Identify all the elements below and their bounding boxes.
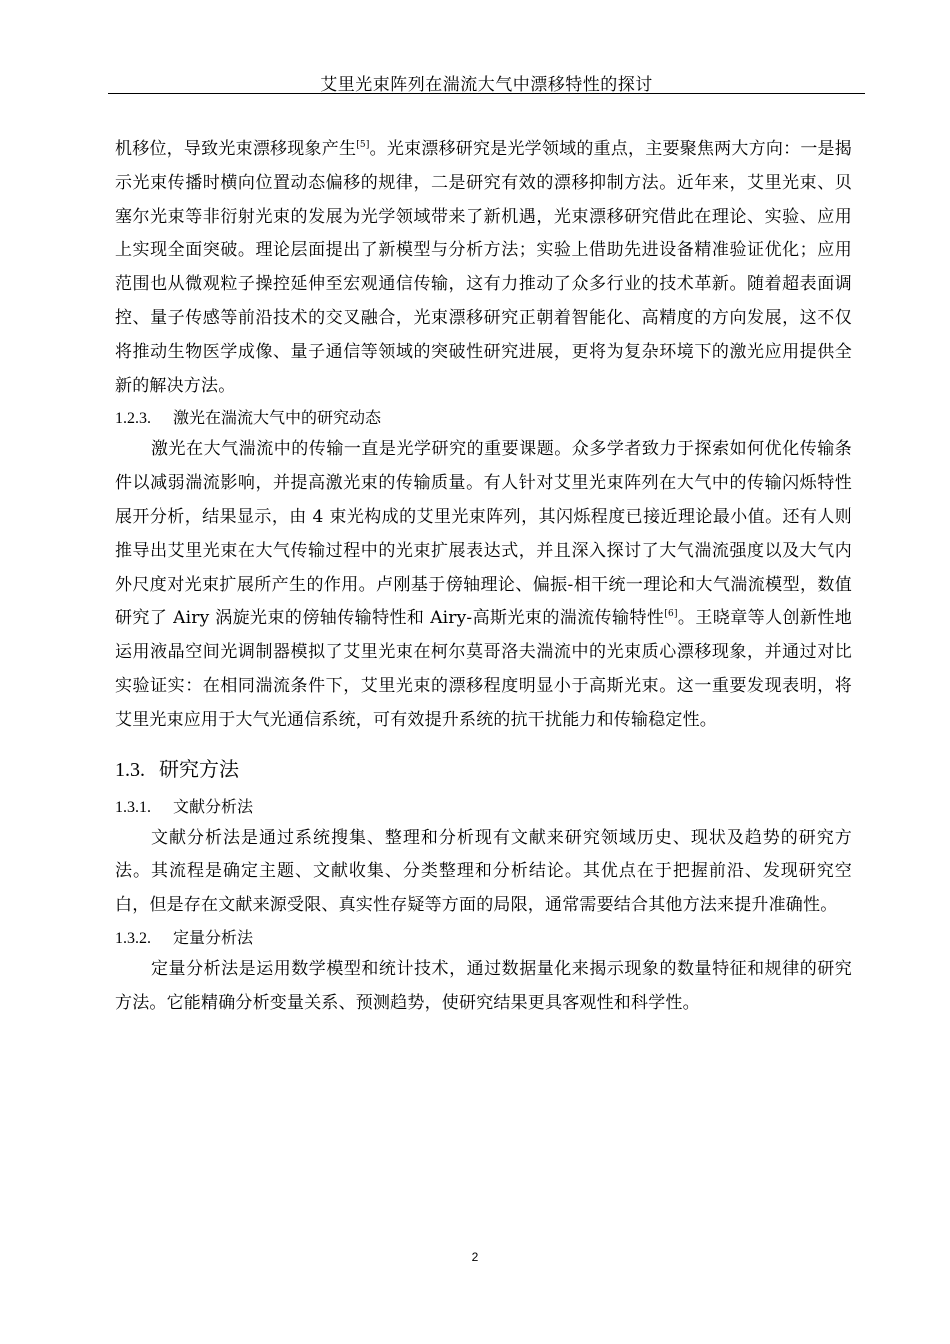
heading-number: 1.3. xyxy=(115,758,145,781)
heading-1-3-1 xyxy=(115,792,852,822)
paragraph-literature-analysis: 文献分析法是通过系统搜集、整理和分析现有文献来研究领域历史、现状及趋势的研究方法。其流程是确定主题、文献收集、分类整理和分析结论。其优点在于把握前沿、发现研究空白，但是存在文献来源受限、真实性存疑等方面的局限，通常需要结合其他方法来提升准确性。 xyxy=(115,827,852,916)
heading-1-3-2 xyxy=(115,923,852,953)
paragraph-text: 。王晓章等人创新性地运用液晶空间光调制器模拟了艾里光束在柯尔莫哥洛夫湍流中的光束质心漂移现象，并通过对比实验证实：在相同湍流条件下，艾里光束的漂移程度明显小于高斯光束。这一重要发现表明，将艾里光束应用于大气光通信系统，可有效提升系统的抗干扰能力和传输稳定性。 xyxy=(115,608,852,730)
heading-title: 定量分析法 xyxy=(173,927,254,947)
heading-title: 激光在湍流大气中的研究动态 xyxy=(173,408,382,428)
paragraph-text: 机移位，导致光束漂移现象产生 xyxy=(115,139,357,159)
citation-ref-6[interactable]: [6] xyxy=(664,609,678,620)
running-header-title: 艾里光束阵列在湍流大气中漂移特性的探讨 xyxy=(320,75,653,95)
heading-title: 文献分析法 xyxy=(173,796,254,816)
paragraph-text: 激光在大气湍流中的传输一直是光学研究的重要课题。众多学者致力于探索如何优化传输条件以减弱湍流影响，并提高激光束的传输质量。有人针对艾里光束阵列在大气中的传输闪烁特性展开分析，结果显示，由 4 束光构成的艾里光束阵列，其闪烁程度已接近理论最小值。还有人则推导出艾里光束在大气传输过程中的光束扩展表达式，并且深入探讨了大气湍流强度以及大气内外尺度对光束扩展所产生的作用。卢刚基于傍轴理论、偏振-相干统一理论和大气湍流模型，数值研究了 Airy 涡旋光束的傍轴传输特性和 Airy-高斯光束的湍流传输特性 xyxy=(115,439,852,629)
heading-1-2-3 xyxy=(115,403,852,433)
heading-1-3 xyxy=(115,738,852,792)
citation-ref-5[interactable]: [5] xyxy=(356,140,370,150)
page-body xyxy=(115,133,852,1021)
paragraph-quantitative-analysis: 定量分析法是运用数学模型和统计技术，通过数据量化来揭示现象的数量特征和规律的研究方法。它能精确分析变量关系、预测趋势，使研究结果更具客观性和科学性。 xyxy=(115,958,852,1013)
heading-number: 1.3.2. xyxy=(115,929,151,947)
header-divider xyxy=(108,93,865,94)
heading-number: 1.2.3. xyxy=(115,410,151,428)
page-number: 2 xyxy=(471,1250,479,1264)
paragraph-laser-turbulence xyxy=(115,433,852,737)
heading-title: 研究方法 xyxy=(159,756,239,781)
paragraph-beam-drift xyxy=(115,133,852,403)
paragraph-text: 。光束漂移研究是光学领域的重点，主要聚焦两大方向：一是揭示光束传播时横向位置动态偏移的规律，二是研究有效的漂移抑制方法。近年来，艾里光束、贝塞尔光束等非衍射光束的发展为光学领域带来了新机遇，光束漂移研究借此在理论、实验、应用上实现全面突破。理论层面提出了新模型与分析方法；实验上借助先进设备精准验证优化；应用范围也从微观粒子操控延伸至宏观通信传输，这有力推动了众多行业的技术革新。随着超表面调控、量子传感等前沿技术的交叉融合，光束漂移研究正朝着智能化、高精度的方向发展，这不仅将推动生物医学成像、量子通信等领域的突破性研究进展，更将为复杂环境下的激光应用提供全新的解决方法。 xyxy=(115,139,852,396)
heading-number: 1.3.1. xyxy=(115,798,151,816)
